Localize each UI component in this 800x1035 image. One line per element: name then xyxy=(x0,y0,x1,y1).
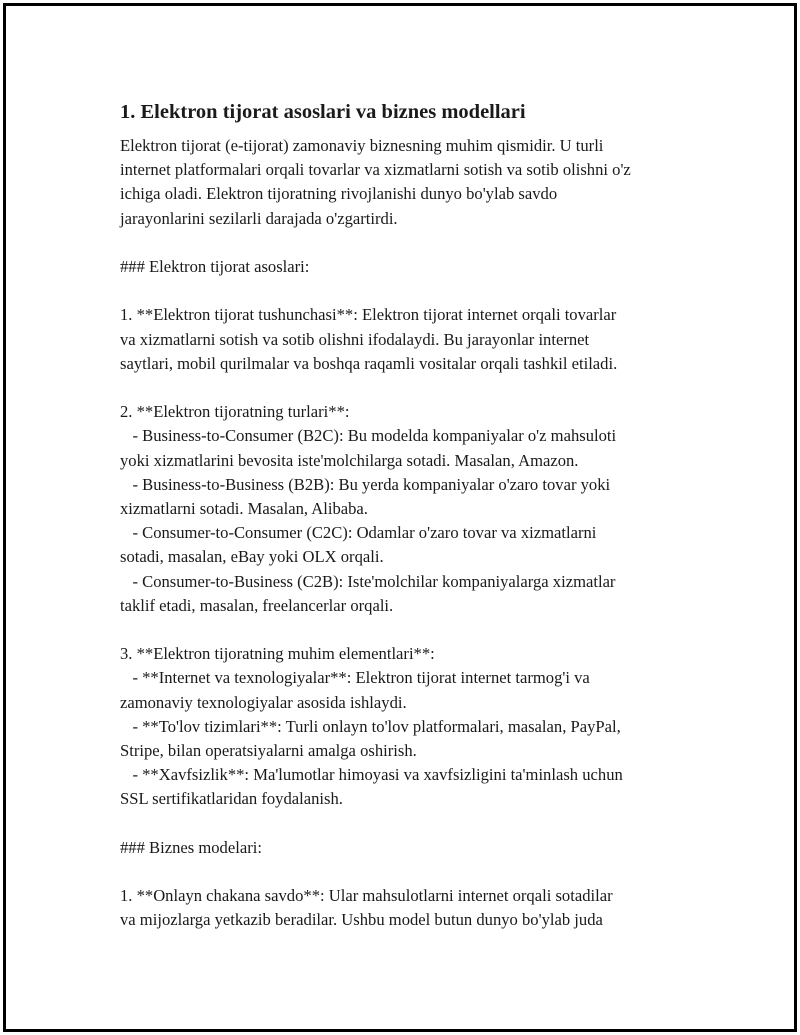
paragraph-spacer xyxy=(120,812,690,836)
list-item-concept: 1. **Elektron tijorat tushunchasi**: Elektron tijorat internet orqali tovarlar va xizmatlarni sotish va sotib olishni ifodalaydi. Bu jarayonlar internet saytlari, mobil qurilmalar va boshqa raqamli vositalar orqali tashkil etiladi. xyxy=(120,305,618,373)
document-body xyxy=(120,98,690,933)
paragraph-spacer xyxy=(120,860,690,884)
paragraph-spacer xyxy=(120,279,690,303)
paragraph-spacer xyxy=(120,231,690,255)
document-page xyxy=(3,3,797,1032)
paragraph-spacer xyxy=(120,376,690,400)
section-heading-basics: ### Elektron tijorat asoslari: xyxy=(120,257,310,276)
section-heading-models: ### Biznes modelari: xyxy=(120,837,262,857)
list-item-elements: 3. **Elektron tijoratning muhim elementlari**: - **Internet va texnologiyalar**: Elektron tijorat internet tarmog'i va zamonaviy texnologiyalar asosida ishlaydi. - **To'lov tizimlari**: Turli onlayn to'lov platformalari, masalan, PayPal, Stripe, bilan operatsiyalarni amalga oshirish. - **Xavfsizlik**: Ma'lumotlar himoyasi va xavfsizligini ta'minlash uchun SSL sertifikatlaridan foydalanish. xyxy=(120,644,623,809)
list-item-online-retail: 1. **Onlayn chakana savdo**: Ular mahsulotlarni internet orqali sotadilar va mijozlarga yetkazib beradilar. Ushbu model butun dunyo bo'ylab juda xyxy=(120,886,613,930)
document-title: 1. Elektron tijorat asoslari va biznes modellari xyxy=(120,101,526,123)
intro-paragraph: Elektron tijorat (e-tijorat) zamonaviy biznesning muhim qismidir. U turli internet platformalari orqali tovarlar va xizmatlarni sotish va sotib olishni o'z ichiga oladi. Elektron tijoratning rivojlanishi dunyo bo'ylab savdo jarayonlarini sezilarli darajada o'zgartirdi. xyxy=(120,136,631,228)
paragraph-spacer xyxy=(120,618,690,642)
list-item-types: 2. **Elektron tijoratning turlari**: - Business-to-Consumer (B2C): Bu modelda kompaniyalar o'z mahsuloti yoki xizmatlarini bevosita iste'molchilarga sotadi. Masalan, Amazon. - Business-to-Business (B2B): Bu yerda kompaniyalar o'zaro tovar yoki xizmatlarni sotadi. Masalan, Alibaba. - Consumer-to-Consumer (C2C): Odamlar o'zaro tovar va xizmatlarni sotadi, masalan, eBay yoki OLX orqali. - Consumer-to-Business (C2B): Iste'molchilar kompaniyalarga xizmatlar taklif etadi, masalan, freelancerlar orqali. xyxy=(120,402,617,615)
